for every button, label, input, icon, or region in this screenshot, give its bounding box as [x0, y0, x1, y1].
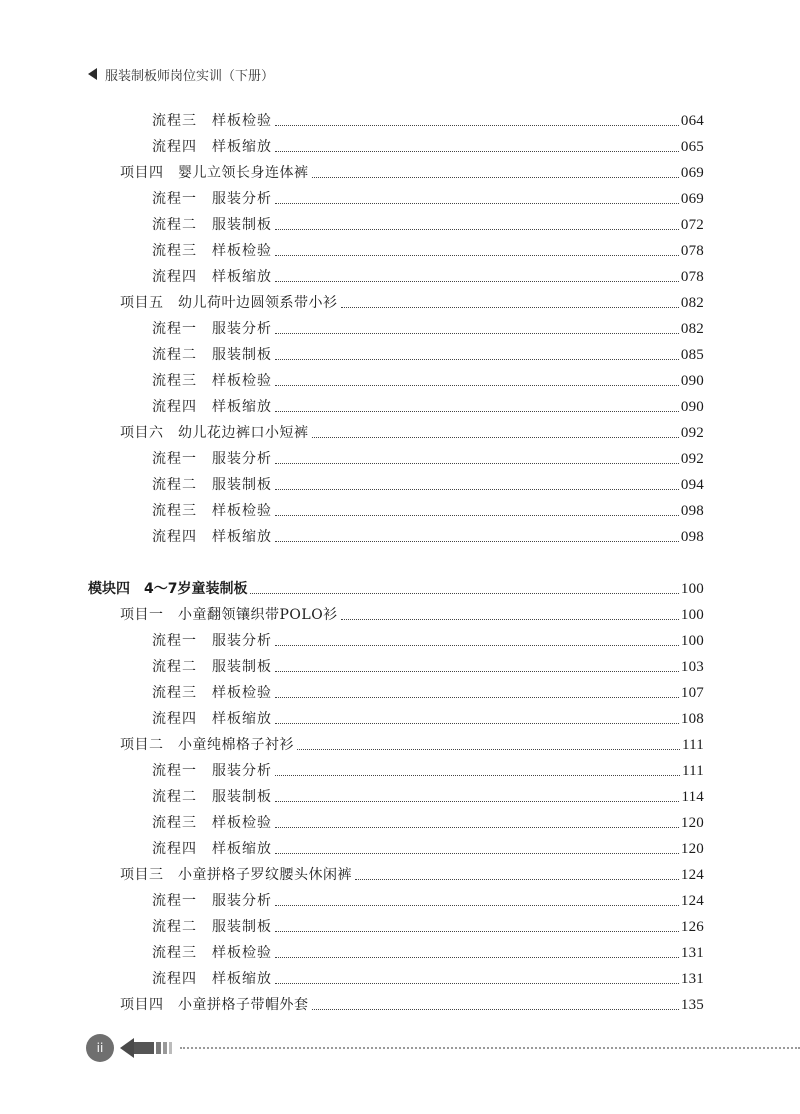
toc-flow-entry: [152, 760, 704, 782]
running-header: [88, 64, 274, 84]
toc-flow-entry: [152, 136, 704, 158]
dot-leader: [275, 541, 679, 542]
toc-entry-label: 项目二 小童纯棉格子衬衫: [120, 737, 294, 753]
toc-entry-label: 流程四 样板缩放: [152, 399, 272, 415]
dot-leader: [341, 307, 679, 308]
dot-leader: [275, 853, 679, 854]
toc-flow-entry: [152, 344, 704, 366]
toc-flow-entry: [152, 968, 704, 990]
dot-leader: [275, 723, 679, 724]
dot-leader: [275, 385, 679, 386]
dot-leader: [275, 125, 679, 126]
toc-flow-entry: [152, 942, 704, 964]
dot-leader: [275, 645, 679, 646]
toc-entry-page: 114: [681, 789, 704, 805]
toc-entry-label: 流程四 样板缩放: [152, 529, 272, 545]
toc-entry-page: 111: [682, 737, 704, 753]
dot-leader: [355, 879, 679, 880]
toc-project-entry: [120, 162, 704, 184]
toc-entry-page: 064: [680, 113, 704, 129]
toc-flow-entry: [152, 448, 704, 470]
toc-entry-page: 135: [680, 997, 704, 1013]
toc-entry-label: 流程三 样板检验: [152, 815, 272, 831]
toc-entry-label: 流程一 服装分析: [152, 321, 272, 337]
toc-flow-entry: [152, 656, 704, 678]
toc-entry-page: 078: [680, 243, 704, 259]
dot-leader: [275, 931, 679, 932]
toc-flow-entry: [152, 708, 704, 730]
toc-flow-entry: [152, 370, 704, 392]
dot-leader: [275, 905, 679, 906]
toc-project-entry: [120, 422, 704, 444]
dot-leader: [275, 281, 679, 282]
dot-leader: [275, 801, 679, 802]
toc-entry-label: 流程四 样板缩放: [152, 841, 272, 857]
toc-project-entry: [120, 864, 704, 886]
dot-leader: [275, 255, 679, 256]
toc-entry-page: 103: [680, 659, 704, 675]
toc-entry-page: 082: [680, 321, 704, 337]
toc-entry-page: 072: [680, 217, 704, 233]
toc-entry-label: 流程三 样板检验: [152, 685, 272, 701]
toc-entry-page: 092: [680, 425, 704, 441]
toc-entry-label: 流程一 服装分析: [152, 763, 272, 779]
dot-leader: [312, 177, 679, 178]
toc-project-entry: [120, 604, 704, 626]
page-number-badge: ii: [86, 1034, 114, 1062]
toc-entry-page: 092: [680, 451, 704, 467]
footer-dotted-rule: [180, 1047, 800, 1049]
toc-flow-entry: [152, 630, 704, 652]
toc-entry-page: 085: [680, 347, 704, 363]
toc-entry-page: 100: [680, 633, 704, 649]
dot-leader: [312, 437, 679, 438]
toc-entry-label: 流程二 服装制板: [152, 347, 272, 363]
toc-flow-entry: [152, 396, 704, 418]
dot-leader: [275, 515, 679, 516]
back-arrow-icon: [120, 1037, 176, 1059]
toc-entry-page: 098: [680, 529, 704, 545]
dot-leader: [275, 463, 679, 464]
toc-entry-label: 流程四 样板缩放: [152, 139, 272, 155]
toc-flow-entry: [152, 786, 704, 808]
toc-entry-label: 流程三 样板检验: [152, 243, 272, 259]
toc-entry-page: 069: [680, 165, 704, 181]
dot-leader: [341, 619, 679, 620]
toc-entry-page: 126: [680, 919, 704, 935]
toc-entry-page: 131: [680, 971, 704, 987]
dot-leader: [275, 671, 679, 672]
toc-flow-entry: [152, 318, 704, 340]
toc-project-entry: [120, 734, 704, 756]
toc-entry-page: 094: [680, 477, 704, 493]
toc-entry-page: 108: [680, 711, 704, 727]
dot-leader: [297, 749, 680, 750]
dot-leader: [275, 827, 679, 828]
toc-entry-label: 流程二 服装制板: [152, 477, 272, 493]
dot-leader: [275, 203, 679, 204]
toc-entry-label: 流程二 服装制板: [152, 659, 272, 675]
toc-entry-page: 120: [680, 815, 704, 831]
toc-flow-entry: [152, 110, 704, 132]
dot-leader: [275, 333, 679, 334]
toc-flow-entry: [152, 188, 704, 210]
toc-entry-page: 120: [680, 841, 704, 857]
toc-flow-entry: [152, 214, 704, 236]
dot-leader: [250, 593, 678, 594]
header-title: 服装制板师岗位实训（下册）: [105, 68, 275, 84]
toc-entry-page: 131: [680, 945, 704, 961]
toc-flow-entry: [152, 812, 704, 834]
toc-entry-label: 项目四 小童拼格子带帽外套: [120, 997, 309, 1013]
toc-entry-page: 065: [680, 139, 704, 155]
triangle-left-icon: [88, 68, 97, 80]
toc-entry-label: 流程一 服装分析: [152, 191, 272, 207]
toc-entry-label: 流程三 样板检验: [152, 373, 272, 389]
toc-entry-label: 项目四 婴儿立领长身连体裤: [120, 165, 309, 181]
toc-entry-label: 流程二 服装制板: [152, 919, 272, 935]
dot-leader: [275, 151, 679, 152]
toc-entry-label: 流程三 样板检验: [152, 113, 272, 129]
toc-project-entry: [120, 994, 704, 1016]
toc-entry-label: 流程二 服装制板: [152, 789, 272, 805]
toc-flow-entry: [152, 890, 704, 912]
toc-project-entry: [120, 292, 704, 314]
dot-leader: [275, 957, 679, 958]
toc-entry-page: 124: [680, 867, 704, 883]
toc-entry-page: 069: [680, 191, 704, 207]
toc-entry-label: 流程一 服装分析: [152, 633, 272, 649]
toc-entry-page: 090: [680, 373, 704, 389]
dot-leader: [275, 489, 679, 490]
toc-entry-label: 模块四 4～7岁童装制板: [88, 581, 248, 597]
toc-entry-page: 082: [680, 295, 704, 311]
toc-entry-label: 流程三 样板检验: [152, 945, 272, 961]
toc-flow-entry: [152, 266, 704, 288]
toc-entry-label: 项目五 幼儿荷叶边圆领系带小衫: [120, 295, 338, 311]
toc-entry-page: 100: [680, 581, 704, 597]
toc-flow-entry: [152, 916, 704, 938]
dot-leader: [275, 359, 679, 360]
toc-entry-page: 111: [682, 763, 704, 779]
toc-flow-entry: [152, 500, 704, 522]
toc-module-entry: [88, 578, 704, 600]
dot-leader: [275, 983, 679, 984]
toc-entry-page: 100: [680, 607, 704, 623]
toc-flow-entry: [152, 682, 704, 704]
toc-entry-label: 流程三 样板检验: [152, 503, 272, 519]
toc-entry-page: 124: [680, 893, 704, 909]
toc-flow-entry: [152, 838, 704, 860]
dot-leader: [312, 1009, 679, 1010]
toc-entry-label: 项目六 幼儿花边裤口小短裤: [120, 425, 309, 441]
toc-entry-label: 流程四 样板缩放: [152, 711, 272, 727]
page-footer: [86, 1034, 800, 1062]
dot-leader: [275, 775, 680, 776]
toc-entry-label: 流程二 服装制板: [152, 217, 272, 233]
toc-entry-page: 098: [680, 503, 704, 519]
toc-entry-page: 078: [680, 269, 704, 285]
toc-entry-label: 项目三 小童拼格子罗纹腰头休闲裤: [120, 867, 352, 883]
toc-flow-entry: [152, 526, 704, 548]
toc-entry-label: 项目一 小童翻领镶织带POLO衫: [120, 607, 338, 623]
dot-leader: [275, 229, 679, 230]
toc-entry-label: 流程四 样板缩放: [152, 269, 272, 285]
toc-entry-label: 流程四 样板缩放: [152, 971, 272, 987]
toc-entry-page: 107: [680, 685, 704, 701]
toc-entry-label: 流程一 服装分析: [152, 451, 272, 467]
toc-flow-entry: [152, 474, 704, 496]
toc-flow-entry: [152, 240, 704, 262]
toc-entry-label: 流程一 服装分析: [152, 893, 272, 909]
dot-leader: [275, 411, 679, 412]
dot-leader: [275, 697, 679, 698]
toc-entry-page: 090: [680, 399, 704, 415]
